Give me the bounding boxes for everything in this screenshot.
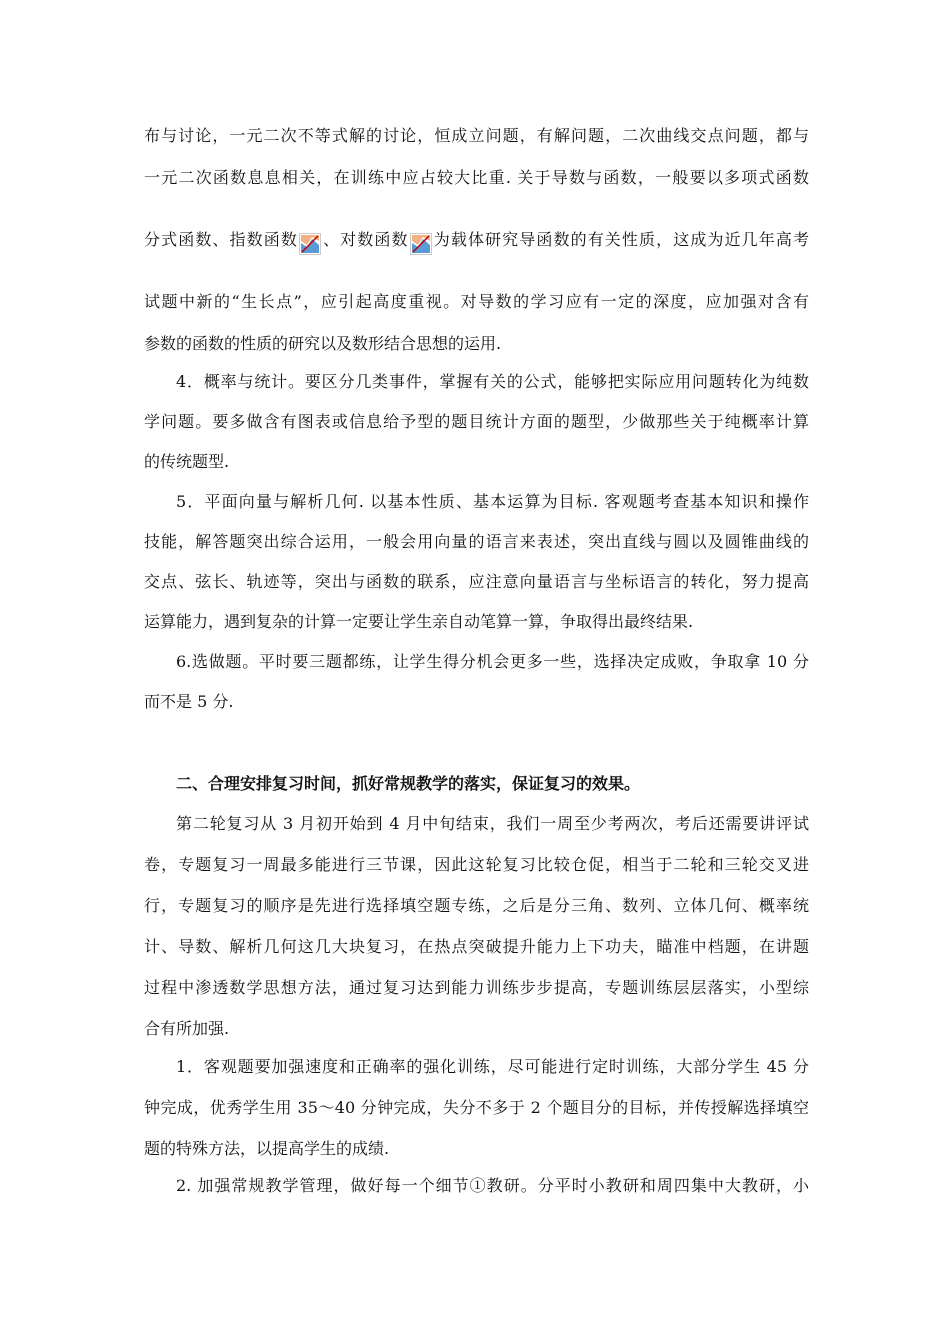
paragraph-line: 技能，解答题突出综合运用，一般会用向量的语言来表述，突出直线与圆以及圆锥曲线的 [144,532,809,551]
paragraph-line: 而不是 5 分. [144,692,234,711]
paragraph-line: 的传统题型. [144,452,230,471]
paragraph-line: 1．客观题要加强速度和正确率的强化训练，尽可能进行定时训练，大部分学生 45 分 [176,1057,809,1076]
paragraph-line: 参数的函数的性质的研究以及数形结合思想的运用. [144,334,502,353]
text-segment: 分式函数、指数函数 [144,230,298,249]
text-segment: 为载体研究导函数的有关性质，这成为近几年高考 [432,230,809,249]
paragraph-line: 卷，专题复习一周最多能进行三节课，因此这轮复习比较仓促，相当于二轮和三轮交叉进 [144,855,809,874]
paragraph-line: 钟完成，优秀学生用 35～40 分钟完成，失分不多于 2 个题目分的目标，并传授解选择填空 [144,1098,809,1117]
paragraph-line: 题的特殊方法，以提高学生的成绩. [144,1139,390,1158]
paragraph-line: 6.选做题。平时要三题都练，让学生得分机会更多一些，选择决定成败，争取拿 10 分 [176,652,809,671]
paragraph-line-with-images [144,230,809,255]
paragraph-line: 2. 加强常规教学管理，做好每一个细节①教研。分平时小教研和周四集中大教研，小 [176,1176,809,1195]
paragraph-line: 学问题。要多做含有图表或信息给予型的题目统计方面的题型，少做那些关于纯概率计算 [144,412,809,431]
paragraph-line: 交点、弦长、轨迹等，突出与函数的联系，应注意向量语言与坐标语言的转化，努力提高 [144,572,809,591]
paragraph-line: 4．概率与统计。要区分几类事件，掌握有关的公式，能够把实际应用问题转化为纯数 [176,372,809,391]
section-heading: 二、合理安排复习时间，抓好常规教学的落实，保证复习的效果。 [176,774,641,793]
paragraph-line: 第二轮复习从 3 月初开始到 4 月中旬结束，我们一周至少考两次，考后还需要讲评试 [176,814,809,833]
paragraph-line: 5．平面向量与解析几何. 以基本性质、基本运算为目标. 客观题考查基本知识和操作 [176,492,809,511]
broken-image-icon [299,233,321,255]
paragraph-line: 试题中新的“生长点”，应引起高度重视。对导数的学习应有一定的深度，应加强对含有 [144,292,809,311]
paragraph-line: 一元二次函数息息相关，在训练中应占较大比重. 关于导数与函数，一般要以多项式函数 [144,168,809,187]
paragraph-line: 过程中渗透数学思想方法，通过复习达到能力训练步步提高，专题训练层层落实，小型综 [144,978,809,997]
paragraph-line: 布与讨论，一元二次不等式解的讨论，恒成立问题，有解问题，二次曲线交点问题，都与 [144,126,809,145]
paragraph-line: 运算能力，遇到复杂的计算一定要让学生亲自动笔算一算，争取得出最终结果. [144,612,694,631]
paragraph-line: 计、导数、解析几何这几大块复习，在热点突破提升能力上下功夫，瞄准中档题，在讲题 [144,937,809,956]
text-segment: 、对数函数 [321,230,409,249]
paragraph-line: 行，专题复习的顺序是先进行选择填空题专练，之后是分三角、数列、立体几何、概率统 [144,896,809,915]
paragraph-line: 合有所加强. [144,1019,230,1038]
broken-image-icon [410,233,432,255]
